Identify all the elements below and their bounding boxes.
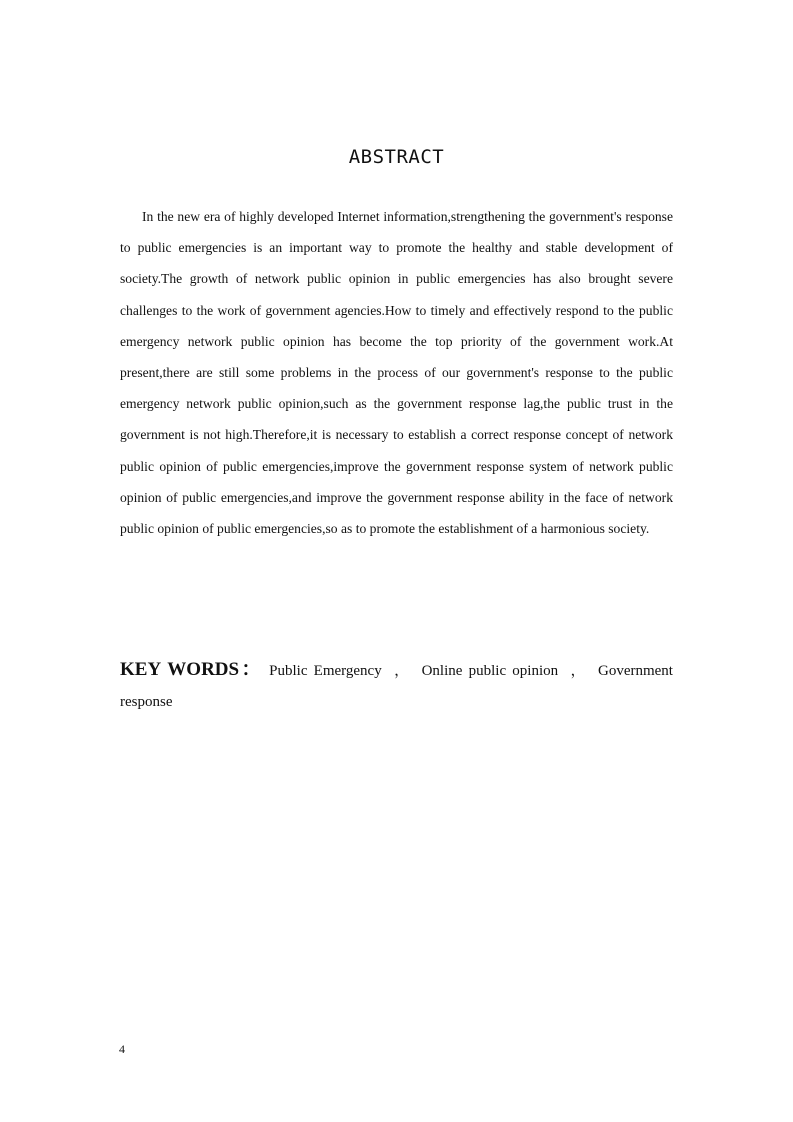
page-number: 4 (119, 1042, 125, 1056)
keyword-item: Public Emergency (269, 663, 382, 679)
keywords-line (120, 654, 673, 718)
keyword-separator: ， (391, 663, 412, 679)
abstract-paragraph: In the new era of highly developed Internet information,strengthening the government's response to public emergencies is an important way to promote the healthy and stable development of society.The growth of network public opinion in public emergencies has also brought severe challenges to the work of government agencies.How to timely and effectively respond to the public emergency network public opinion has become the top priority of the government work.At present,there are still some problems in the process of our government's response to the public emergency network public opinion,such as the government response lag,the public trust in the government is not high.Therefore,it is necessary to establish a correct response concept of network public opinion of public emergencies,improve the government response system of network public opinion of public emergencies,and improve the government response ability in the face of network public opinion of public emergencies,so as to promote the establishment of a harmonious society. (120, 209, 673, 537)
keyword-separator: ， (568, 663, 588, 679)
keyword-item: Government response (120, 663, 673, 710)
page-title: ABSTRACT (348, 146, 445, 168)
keyword-item: Online public opinion (421, 663, 559, 679)
keywords-label: KEY WORDS： (120, 659, 263, 680)
